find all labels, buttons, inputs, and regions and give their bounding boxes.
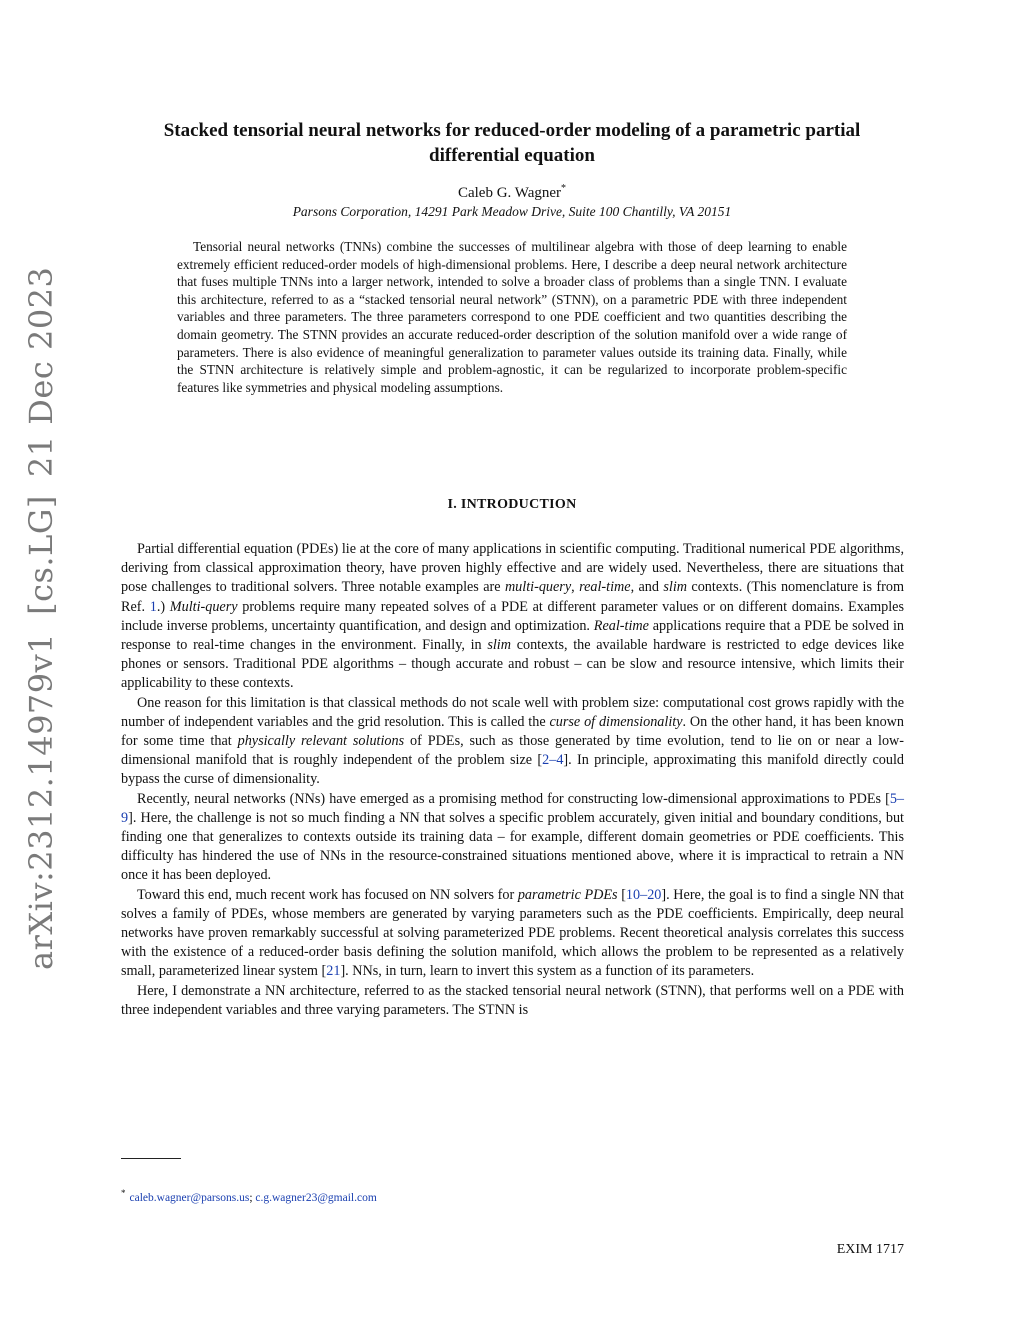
citation-link[interactable]: 1 [149,598,157,615]
paper-title: Stacked tensorial neural networks for reduced-order modeling of a parametric partial differential equation [163,120,861,166]
footnote: * caleb.wagner@parsons.us; c.g.wagner23@gmail.com [121,1188,377,1204]
paragraph-5: Here, I demonstrate a NN architecture, referred to as the stacked tensorial neural network (STNN), that performs well on a PDE with three independent variables and three varying parameters. The STNN is [121,982,904,1018]
email-link-secondary[interactable]: c.g.wagner23@gmail.com [255,1191,377,1204]
body-text [121,540,904,1020]
paragraph-3: Recently, neural networks (NNs) have emerged as a promising method for constructing low-dimensional approximations to PDEs [5–9]. Here, the challenge is not so much finding a NN that solves a specific problem accurately, given initial and boundary conditions, but finding one that generalizes to contexts outside its training data – for example, different domain geometries or PDE coefficients. This difficulty has hindered the use of NNs in the resource-constrained situations mentioned above, where it is impractical to retrain a NN once it has been deployed. [121,790,904,884]
arxiv-stamp[interactable] [22,249,60,970]
footnote-mark: * [121,1188,126,1198]
email-link-primary[interactable]: caleb.wagner@parsons.us [129,1191,250,1204]
citation-link[interactable]: 2–4 [542,752,564,769]
citation-link[interactable]: 5–9 [121,790,904,826]
arxiv-date: 21 Dec 2023 [22,266,60,478]
paragraph-1: Partial differential equation (PDEs) lie at the core of many applications in scientific computing. Traditional numerical PDE algorithms, deriving from classical approximation theory, have proven highly effective and are widely used. Nevertheless, there are situations that pose challenges to traditional solvers. Three notable examples are multi-query, real-time, and slim contexts. (This nomenclature is from Ref. 1.) Multi-query problems require many repeated solves of a PDE at different parameter values or on different domains. Examples include inverse problems, uncertainty quantification, and design and optimization. Real-time applications require that a PDE be solved in response to real-time changes in the environment. Finally, in slim contexts, the available hardware is restricted to edge devices like phones or sensors. Traditional PDE algorithms – though accurate and robust – can be slow and resource intensive, which limits their applicability to these contexts. [121,541,904,692]
footnote-divider [121,1158,181,1159]
citation-link[interactable]: 21 [326,963,341,980]
author-footnote-mark[interactable]: * [561,183,567,194]
arxiv-id: arXiv:2312.14979v1 [22,632,60,970]
paragraph-2: One reason for this limitation is that classical methods do not scale well with problem size: computational cost grows rapidly with the number of independent variables and the grid resolution. This is called the curse of dimensionality. On the other hand, it has been known for some time that physically relevant solutions of PDEs, such as those generated by time evolution, tend to lie on or near a low-dimensional manifold that is roughly independent of the problem size [2–4]. In principle, approximating this manifold directly could bypass the curse of dimensionality. [121,694,905,788]
report-number: EXIM 1717 [836,1242,904,1257]
author-line [0,183,1024,202]
abstract: Tensorial neural networks (TNNs) combine the successes of multilinear algebra with those of deep learning to enable extremely efficient reduced-order models of high-dimensional problems. Here, I describe a deep neural network architecture that fuses multiple TNNs into a larger network, intended to solve a broader class of problems than a single TNN. I evaluate this architecture, referred to as a “stacked tensorial neural network” (STNN), on a parametric PDE with three independent variables and three parameters. The three parameters correspond to one PDE coefficient and two quantities describing the domain geometry. The STNN provides an accurate reduced-order description of the solution manifold over a wide range of parameters. There is also evidence of meaningful generalization to parameter values outside its training data. Finally, while the STNN architecture is relatively simple and problem-agnostic, it can be regularized to incorporate problem-specific features like symmetries and physical modeling assumptions. [177,239,847,395]
affiliation: Parsons Corporation, 14291 Park Meadow Drive, Suite 100 Chantilly, VA 20151 [292,204,732,219]
paragraph-4: Toward this end, much recent work has focused on NN solvers for parametric PDEs [10–20]. Here, the goal is to find a single NN that solves a family of PDEs, whose members are generated by varying parameters such as the PDE coefficients. Empirically, deep neural networks have proven remarkably successful at solving parameterized PDE problems. Recent theoretical analysis correlates this success with the existence of a reduced-order basis defining the solution manifold, which allows the problem to be represented as a relatively small, parameterized linear system [21]. NNs, in turn, learn to invert this system as a function of its parameters. [121,886,904,980]
section-heading: I. INTRODUCTION [447,497,577,512]
author-name: Caleb G. Wagner [457,185,562,201]
citation-link[interactable]: 10–20 [625,886,662,903]
arxiv-category: [cs.LG] [22,495,60,615]
